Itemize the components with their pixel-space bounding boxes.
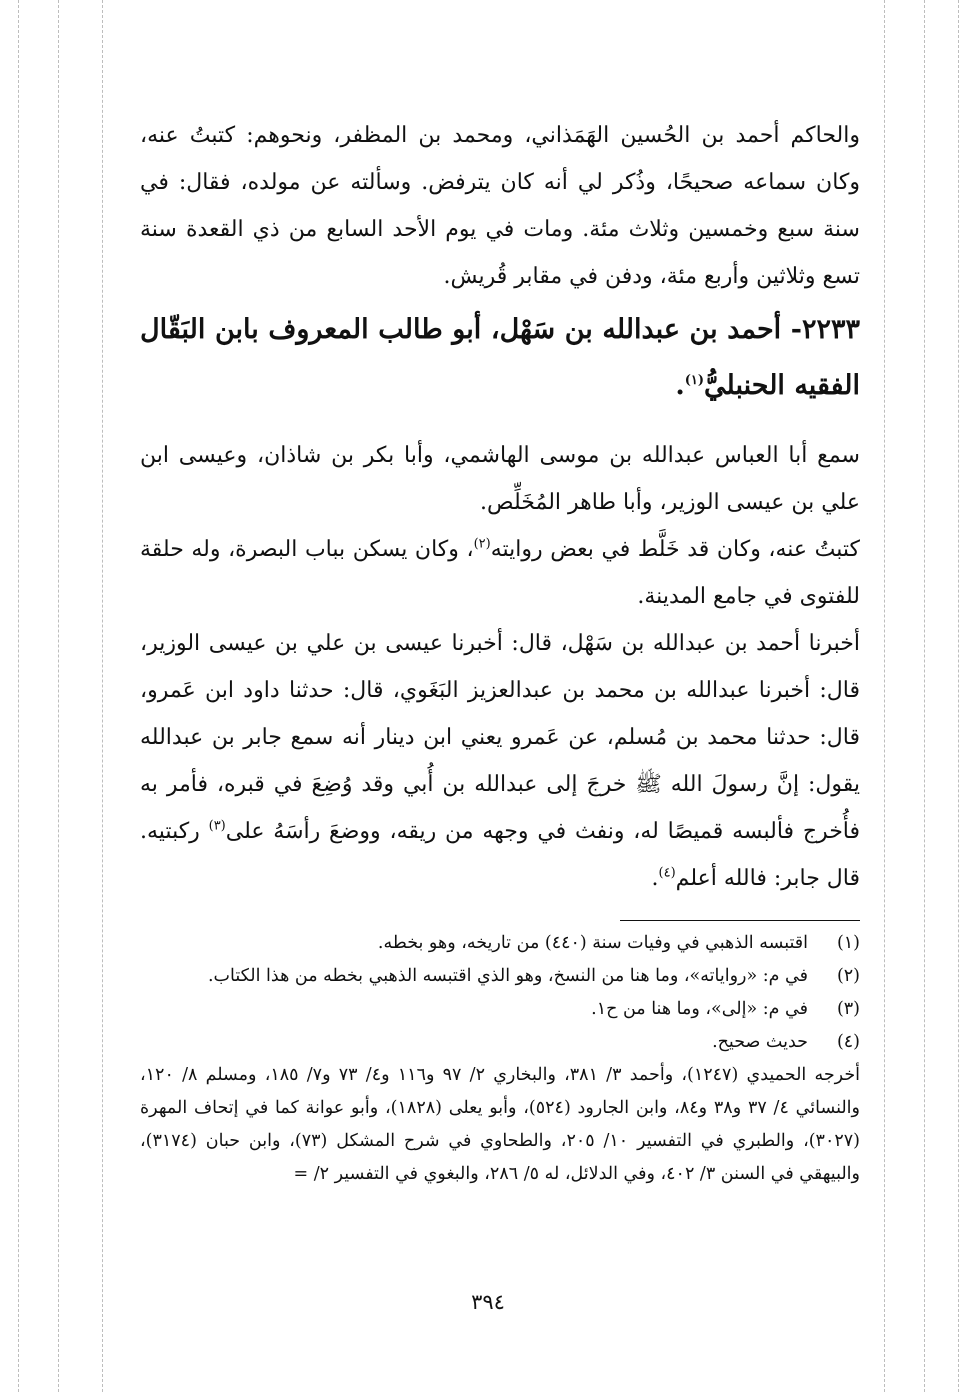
guide-line <box>58 0 59 1392</box>
footnote-number: (٢) <box>836 966 860 986</box>
entry-heading: ٢٢٣٣- أحمد بن عبدالله بن سَهْل، أبو طالب المعروف بابن البَقّال الفقيه الحنبليُّ$^{(١)}$. <box>140 314 861 401</box>
footnote <box>140 993 860 1026</box>
paragraph-text: كتبتُ عنه، وكان قد خَلَّط في بعض روايته <box>490 537 860 562</box>
footnote-ref: (٣) <box>208 818 226 834</box>
footnote-ref: (٢) <box>473 536 491 552</box>
paragraph-description <box>140 526 860 620</box>
guide-line <box>18 0 19 1392</box>
footnote-text: في م: «رواياته»، وما هنا من النسخ، وهو الذي اقتبسه الذهبي بخطه من هذا الكتاب. <box>207 966 808 986</box>
footnote <box>140 927 860 960</box>
paragraph-text: ركبتيه. قال جابر: فالله أعلم <box>140 819 860 891</box>
guide-line <box>102 0 103 1392</box>
paragraph-text: ، وكان يسكن بباب البصرة، وله حلقة للفتوى في جامع المدينة. <box>140 537 860 609</box>
footnote-text: في م: «إلى»، وما هنا من ح١. <box>591 999 808 1019</box>
guide-line <box>958 0 959 1392</box>
footnote-ref: (١) <box>684 373 705 388</box>
footnote-number: (١) <box>836 933 860 953</box>
page-body <box>140 112 860 1191</box>
footnote-divider <box>620 920 860 921</box>
paragraph-text: أخبرنا أحمد بن عبدالله بن سَهْل، قال: أخبرنا عيسى بن علي بن عيسى الوزير، قال: أخبرنا عبدالله بن محمد بن عبدالعزيز البَغَوي، قال: حدثنا داود ابن عَمرو، قال: حدثنا محمد بن مُسلم، عن عَمرو يعني ابن دينار أنه سمع جابر بن عبدالله يقول: إنَّ رسولَ الله ﷺ خرجَ إلى عبدالله بن أُبي وقد وُضِعَ في قبره، فأمر به فأُخرج فألبسه قميصًا له، ونفث في وجهه من ريقه، ووضعَ رأسَهُ على <box>140 631 861 844</box>
footnote <box>140 1026 860 1059</box>
guide-line <box>924 0 925 1392</box>
footnote-ref: (٤) <box>658 865 676 881</box>
paragraph-teachers: سمع أبا العباس عبدالله بن موسى الهاشمي، وأبا بكر بن شاذان، وعيسى ابن علي بن عيسى الوزير، وأبا طاهر المُخَلِّص. <box>140 443 860 515</box>
paragraph-previous-entry-end: والحاكم أحمد بن الحُسين الهَمَذاني، ومحمد بن المظفر، ونحوهم: كتبتُ عنه، وكان سماعه صحيحًا، وذُكر لي أنه كان يترفض. وسألته عن مولده، فقال: في سنة سبع وخمسين وثلاث مئة. ومات في يوم الأحد السابع من ذي القعدة سنة تسع وثلاثين وأربع مئة، ودفن في مقابر قُريش. <box>140 123 860 289</box>
entry-number: ٢٢٣٣- <box>790 314 861 345</box>
guide-line <box>884 0 885 1392</box>
page-number: ٣٩٤ <box>471 1290 505 1314</box>
footnote <box>140 960 860 993</box>
entry-title: أحمد بن عبدالله بن سَهْل، أبو طالب المعروف بابن البَقّال الفقيه الحنبليُّ <box>140 314 860 401</box>
footnote-number: (٤) <box>836 1032 860 1052</box>
footnote-text: حديث صحيح. <box>712 1032 808 1052</box>
footnote-number: (٣) <box>836 999 860 1019</box>
footnote-text: اقتبسه الذهبي في وفيات سنة (٤٤٠) من تاريخه، وهو بخطه. <box>377 933 808 953</box>
footnotes <box>140 927 860 1059</box>
paragraph-text: . <box>651 866 659 891</box>
footnote-continuation: أخرجه الحميدي (١٢٤٧)، وأحمد ٣/ ٣٨١، والبخاري ٢/ ٩٧ و١١٦ و٤/ ٧٣ و٧/ ١٨٥، ومسلم ٨/ ١٢٠، والنسائي ٤/ ٣٧ و٣٨ و٨٤، وابن الجارود (٥٢٤)، وأبو يعلى (١٨٢٨)، وأبو عوانة كما في إتحاف المهرة (٣٠٢٧)، والطبري في التفسير ١٠/ ٢٠٥، والطحاوي في شرح المشكل (٧٣)، وابن حبان (٣١٧٤)، والبيهقي في السنن ٣/ ٤٠٢، وفي الدلائل، له ٥/ ٢٨٦، والبغوي في التفسير ٢/ = <box>140 1065 861 1184</box>
paragraph-hadith <box>140 620 860 902</box>
